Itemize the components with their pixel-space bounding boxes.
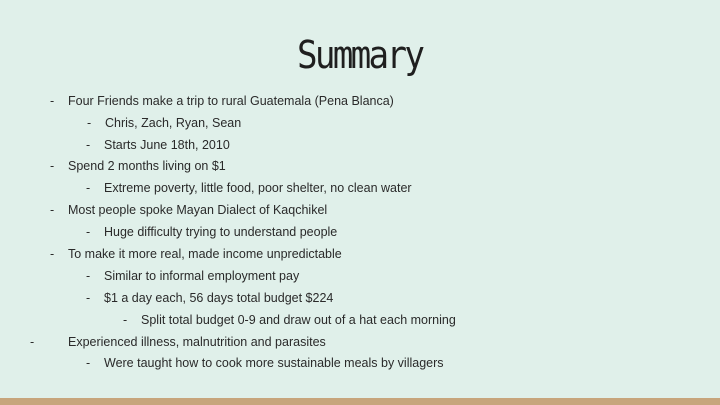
bullet-level2: [87, 116, 242, 130]
bullet-level1: [50, 159, 226, 173]
bullet-text: $1 a day each, 56 days total budget $224: [104, 291, 334, 305]
bullet-level2: [86, 356, 444, 370]
bullet-level2: [86, 138, 230, 152]
bullet-text: Experienced illness, malnutrition and parasites: [68, 335, 326, 349]
bullet-dash: -: [123, 313, 128, 327]
bullet-text: Were taught how to cook more sustainable meals by villagers: [104, 356, 444, 370]
bullet-dash: -: [50, 247, 55, 261]
bullet-dash: -: [86, 225, 91, 239]
bullet-level2: [86, 181, 412, 195]
bullet-dash: -: [86, 356, 91, 370]
bullet-text: Huge difficulty trying to understand people: [104, 225, 338, 239]
bullet-level2: [86, 291, 334, 305]
bullet-text: Similar to informal employment pay: [104, 269, 300, 283]
bullet-text: Starts June 18th, 2010: [104, 138, 230, 152]
bullet-level1: [50, 94, 394, 108]
bullet-text: Chris, Zach, Ryan, Sean: [105, 116, 242, 130]
bullet-dash: -: [86, 138, 91, 152]
bullet-text: Most people spoke Mayan Dialect of Kaqchikel: [68, 203, 328, 217]
bullet-dash: -: [50, 159, 55, 173]
bullet-text: To make it more real, made income unpredictable: [68, 247, 342, 261]
bullet-level3: [123, 313, 456, 327]
bullet-level1: [30, 335, 326, 349]
bullet-level2: [86, 225, 338, 239]
bullet-dash: -: [50, 94, 55, 108]
bullet-text: Spend 2 months living on $1: [68, 159, 226, 173]
bullet-dash: -: [86, 291, 91, 305]
bottom-accent-bar: [0, 398, 720, 405]
bullet-text: Extreme poverty, little food, poor shelter, no clean water: [104, 181, 412, 195]
bullet-dash: -: [86, 269, 91, 283]
bullet-dash: -: [30, 335, 35, 349]
slide-title: Summary: [297, 33, 423, 77]
bullet-dash: -: [87, 116, 92, 130]
bullet-level2: [86, 269, 300, 283]
bullet-level1: [50, 247, 342, 261]
bullet-dash: -: [86, 181, 91, 195]
bullet-level1: [50, 203, 328, 217]
bullet-text: Four Friends make a trip to rural Guatemala (Pena Blanca): [68, 94, 394, 108]
bullet-text: Split total budget 0-9 and draw out of a hat each morning: [141, 313, 456, 327]
bullet-dash: -: [50, 203, 55, 217]
